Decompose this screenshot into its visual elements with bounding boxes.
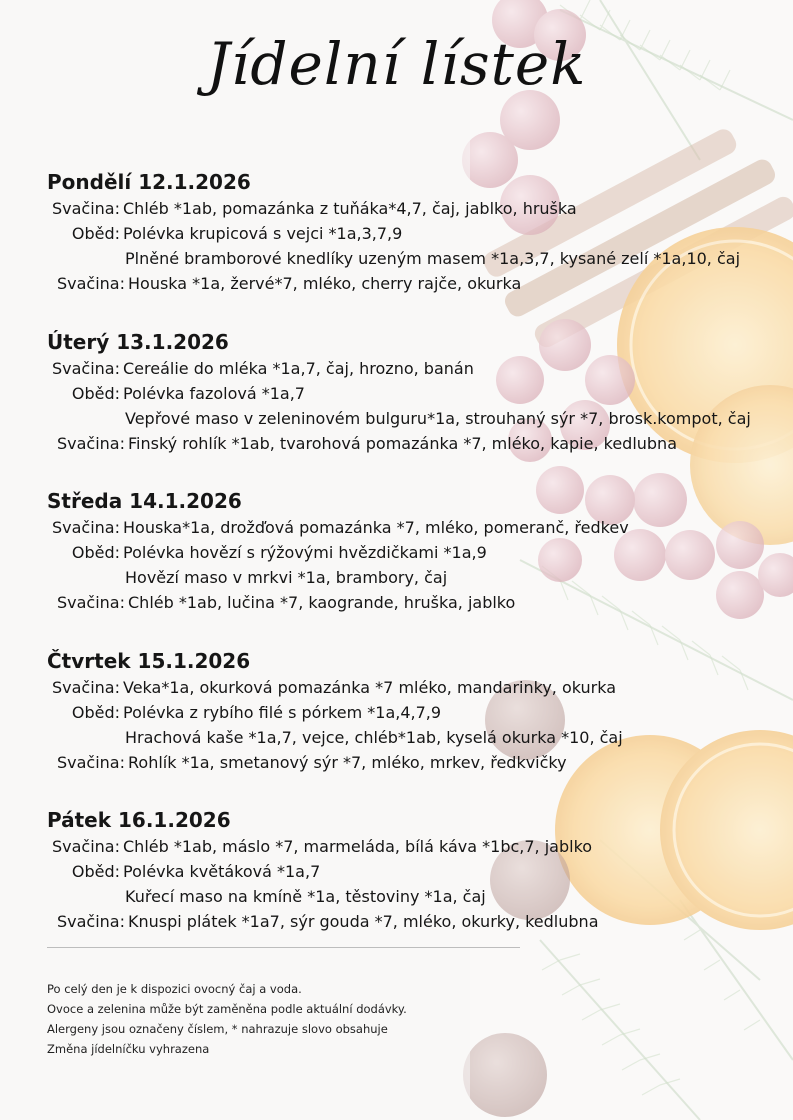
footer-notes [47,979,407,1059]
note-line: Alergeny jsou označeny číslem, * nahrazuje slovo obsahuje [47,1022,388,1036]
meal-text: Kuřecí maso na kmíně *1a, těstoviny *1a, čaj [125,887,486,906]
meal-text: Polévka květáková *1a,7 [123,862,321,881]
day-heading: Úterý 13.1.2026 [47,330,229,354]
note-line: Ovoce a zelenina může být zaměněna podle aktuální dodávky. [47,1002,407,1016]
meal-text: Polévka z rybího filé s pórkem *1a,4,7,9 [123,703,442,722]
meal-label: Svačina: [56,753,125,772]
afternoon-snack-row [47,431,767,456]
afternoon-snack-row [47,750,767,775]
meal-text: Vepřové maso v zeleninovém bulguru*1a, strouhaný sýr *7, brosk.kompot, čaj [125,409,751,428]
lunch-soup-row [47,700,767,725]
lunch-main-row [47,565,767,590]
meal-text: Polévka fazolová *1a,7 [123,384,305,403]
afternoon-snack-row [47,909,767,934]
page-title: Jídelní lístek [206,30,587,98]
meal-text: Finský rohlík *1ab, tvarohová pomazánka *7, mléko, kapie, kedlubna [128,434,677,453]
lunch-soup-row [47,221,767,246]
meal-text: Chléb *1ab, pomazánka z tuňáka*4,7, čaj, jablko, hruška [123,199,577,218]
lunch-main-row [47,884,767,909]
day-heading: Středa 14.1.2026 [47,489,242,513]
day-block-monday [47,168,767,296]
divider [47,947,520,948]
meal-text: Houska*1a, drožďová pomazánka *7, mléko, pomeranč, ředkev [123,518,629,537]
meal-text: Chléb *1ab, máslo *7, marmeláda, bílá káva *1bc,7, jablko [123,837,593,856]
morning-snack-row [47,675,767,700]
morning-snack-row [47,515,767,540]
meal-label: Oběd: [71,703,120,722]
meal-label: Oběd: [71,224,120,243]
meal-label: Svačina: [51,837,120,856]
meal-text: Plněné bramborové knedlíky uzeným masem *1a,3,7, kysané zelí *1a,10, čaj [125,249,741,268]
meal-text: Veka*1a, okurková pomazánka *7 mléko, mandarinky, okurka [123,678,617,697]
lunch-soup-row [47,859,767,884]
afternoon-snack-row [47,271,767,296]
day-heading: Čtvrtek 15.1.2026 [47,649,251,673]
meal-text: Polévka krupicová s vejci *1a,3,7,9 [123,224,403,243]
meal-label: Svačina: [56,434,125,453]
day-block-thursday [47,647,767,775]
day-heading: Pondělí 12.1.2026 [47,170,251,194]
meal-label: Svačina: [51,199,120,218]
morning-snack-row [47,834,767,859]
lunch-main-row [47,725,767,750]
meal-label: Oběd: [71,862,120,881]
meal-label: Oběd: [71,543,120,562]
lunch-main-row [47,246,767,271]
lunch-main-row [47,406,767,431]
meal-label: Svačina: [51,678,120,697]
meal-label: Svačina: [56,274,125,293]
morning-snack-row [47,356,767,381]
meal-text: Chléb *1ab, lučina *7, kaogrande, hruška, jablko [128,593,516,612]
meal-text: Polévka hovězí s rýžovými hvězdičkami *1a,9 [123,543,487,562]
lunch-soup-row [47,381,767,406]
meal-label: Svačina: [56,912,125,931]
meal-text: Cereálie do mléka *1a,7, čaj, hrozno, banán [123,359,474,378]
meal-label: Svačina: [56,593,125,612]
morning-snack-row [47,196,767,221]
day-block-tuesday [47,328,767,456]
meal-text: Rohlík *1a, smetanový sýr *7, mléko, mrkev, ředkvičky [128,753,567,772]
note-line: Změna jídelníčku vyhrazena [47,1042,210,1056]
meal-label: Oběd: [71,384,120,403]
meal-label: Svačina: [51,518,120,537]
note-line: Po celý den je k dispozici ovocný čaj a voda. [47,982,302,996]
meal-text: Hovězí maso v mrkvi *1a, brambory, čaj [125,568,448,587]
meal-text: Hrachová kaše *1a,7, vejce, chléb*1ab, kyselá okurka *10, čaj [125,728,623,747]
lunch-soup-row [47,540,767,565]
day-heading: Pátek 16.1.2026 [47,808,231,832]
day-block-friday [47,806,767,934]
meal-text: Knuspi plátek *1a7, sýr gouda *7, mléko, okurky, kedlubna [128,912,599,931]
afternoon-snack-row [47,590,767,615]
day-block-wednesday [47,487,767,615]
meal-label: Svačina: [51,359,120,378]
meal-text: Houska *1a, žervé*7, mléko, cherry rajče, okurka [128,274,522,293]
